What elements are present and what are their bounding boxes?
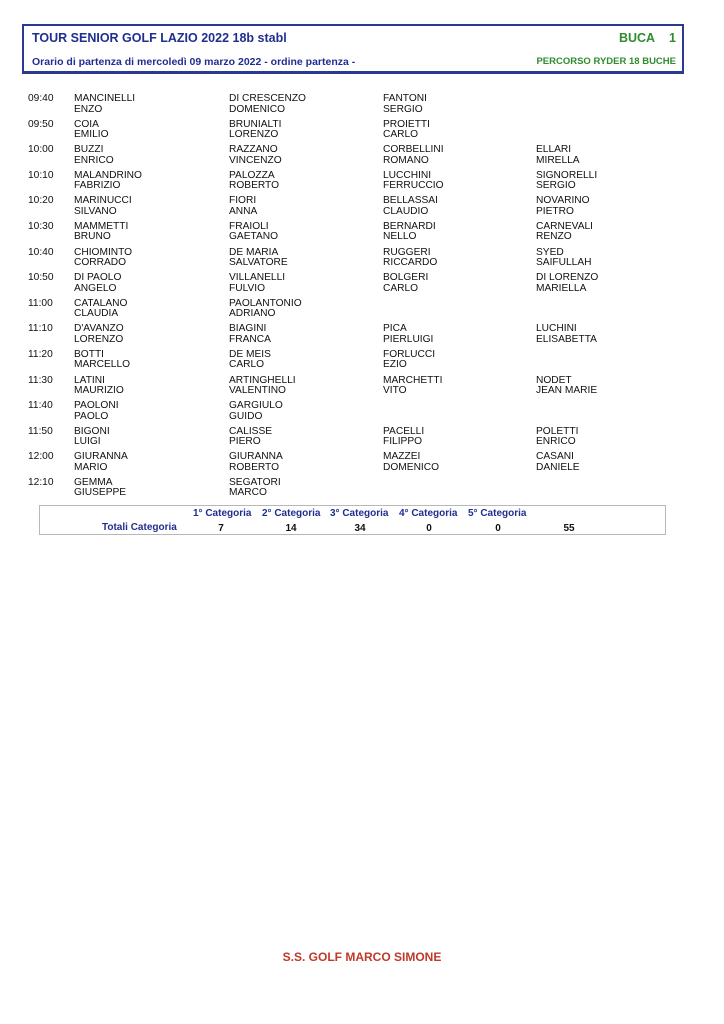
player bbox=[74, 478, 126, 499]
player bbox=[74, 273, 121, 294]
player-firstname: DOMENICO bbox=[229, 103, 286, 115]
player-firstname: LUIGI bbox=[74, 436, 101, 448]
player-firstname: CORRADO bbox=[74, 257, 127, 269]
player-surname: MAMMETTI bbox=[74, 220, 129, 232]
player-surname: PACELLI bbox=[383, 425, 425, 437]
player bbox=[383, 171, 444, 192]
player-surname: PAOLANTONIO bbox=[229, 297, 302, 309]
player bbox=[383, 196, 438, 217]
player bbox=[74, 427, 110, 448]
tee-time: 09:50 bbox=[28, 118, 54, 130]
tee-time: 10:40 bbox=[28, 246, 54, 258]
tee-time-row bbox=[28, 299, 688, 325]
player-firstname: PIETRO bbox=[536, 205, 574, 217]
tee-time-row bbox=[28, 94, 688, 120]
player-surname: FORLUCCI bbox=[383, 348, 436, 360]
player-surname: D'AVANZO bbox=[74, 323, 124, 335]
player bbox=[229, 248, 288, 269]
category-total: 34 bbox=[354, 523, 366, 534]
player-surname: FIORI bbox=[229, 195, 257, 207]
player-surname: CASANI bbox=[536, 451, 574, 463]
player-firstname: CARLO bbox=[383, 282, 419, 294]
player-surname: FRAIOLI bbox=[229, 220, 269, 232]
hole-indicator bbox=[619, 31, 676, 45]
player-surname: PICA bbox=[383, 323, 407, 335]
player-surname: BELLASSAI bbox=[383, 195, 438, 207]
player bbox=[74, 94, 135, 115]
player bbox=[74, 248, 132, 269]
category-totals bbox=[39, 505, 666, 535]
player-firstname: JEAN MARIE bbox=[536, 385, 598, 397]
tee-time: 11:40 bbox=[28, 400, 53, 412]
category-header: 1° Categoria bbox=[193, 508, 252, 519]
player-surname: GIURANNA bbox=[229, 451, 283, 463]
player-firstname: SAIFULLAH bbox=[536, 257, 592, 269]
category-header: 5° Categoria bbox=[468, 508, 527, 519]
totals-label: Totali Categoria bbox=[102, 522, 177, 533]
hole-number: 1 bbox=[669, 31, 676, 45]
player-surname: SIGNORELLI bbox=[536, 169, 598, 181]
player-firstname: FILIPPO bbox=[383, 436, 423, 448]
player-firstname: DANIELE bbox=[536, 461, 580, 473]
player-firstname: DOMENICO bbox=[383, 461, 440, 473]
tee-time: 10:30 bbox=[28, 220, 54, 232]
player bbox=[229, 376, 296, 397]
tee-time-row bbox=[28, 427, 688, 453]
player bbox=[383, 350, 435, 371]
player-firstname: ANGELO bbox=[74, 282, 117, 294]
player-surname: PAOLONI bbox=[74, 400, 119, 412]
player bbox=[74, 196, 132, 217]
tee-time-row bbox=[28, 273, 688, 299]
player-surname: ELLARI bbox=[536, 144, 572, 156]
tee-time-row bbox=[28, 401, 688, 427]
player-surname: CORBELLINI bbox=[383, 144, 444, 156]
player-firstname: FULVIO bbox=[229, 282, 266, 294]
player bbox=[229, 324, 271, 345]
player bbox=[536, 196, 590, 217]
category-header: 4° Categoria bbox=[399, 508, 458, 519]
club-footer: S.S. GOLF MARCO SIMONE bbox=[282, 950, 442, 964]
player-firstname: ADRIANO bbox=[229, 308, 276, 320]
player-surname: DI LORENZO bbox=[536, 272, 599, 284]
player-surname: PROIETTI bbox=[383, 118, 430, 130]
player bbox=[229, 478, 281, 499]
player bbox=[383, 273, 428, 294]
player bbox=[536, 248, 591, 269]
player-firstname: MARCO bbox=[229, 487, 267, 499]
player bbox=[229, 94, 306, 115]
player-firstname: ANNA bbox=[229, 205, 258, 217]
grand-total: 55 bbox=[563, 523, 575, 534]
player-surname: DI CRESCENZO bbox=[229, 93, 306, 104]
player bbox=[229, 273, 285, 294]
player bbox=[536, 427, 578, 448]
player-firstname: EZIO bbox=[383, 359, 407, 371]
player-surname: VILLANELLI bbox=[229, 272, 286, 284]
player-firstname: GAETANO bbox=[229, 231, 279, 243]
tee-time-row bbox=[28, 222, 688, 248]
player-surname: BIAGINI bbox=[229, 323, 267, 335]
player-firstname: CLAUDIA bbox=[74, 308, 119, 320]
hole-label: BUCA bbox=[618, 31, 656, 45]
player-firstname: FERRUCCIO bbox=[383, 180, 444, 192]
player-firstname: SILVANO bbox=[74, 205, 117, 217]
tee-time-row bbox=[28, 452, 688, 478]
player-firstname: ROBERTO bbox=[229, 180, 280, 192]
player bbox=[229, 196, 257, 217]
player-surname: BOLGERI bbox=[383, 272, 429, 284]
player-surname: LUCCHINI bbox=[383, 169, 432, 181]
player-firstname: ENZO bbox=[74, 103, 103, 115]
player-surname: LATINI bbox=[74, 374, 105, 386]
player bbox=[74, 145, 114, 166]
player bbox=[383, 324, 433, 345]
player-surname: BOTTI bbox=[74, 348, 104, 360]
tee-time-row bbox=[28, 324, 688, 350]
player-firstname: LORENZO bbox=[74, 333, 124, 345]
player-firstname: PIERO bbox=[229, 436, 261, 448]
tournament-title: TOUR SENIOR GOLF LAZIO 2022 18b stabl bbox=[32, 31, 287, 45]
player bbox=[536, 324, 597, 345]
player-surname: NODET bbox=[536, 374, 572, 386]
player bbox=[74, 401, 119, 422]
tee-time: 11:20 bbox=[28, 348, 53, 360]
tee-time: 11:10 bbox=[28, 323, 53, 335]
player bbox=[74, 299, 127, 320]
player bbox=[74, 222, 128, 243]
tee-time: 10:00 bbox=[28, 144, 54, 156]
player-surname: MARINUCCI bbox=[74, 195, 132, 207]
player-firstname: CLAUDIO bbox=[383, 205, 429, 217]
player bbox=[383, 120, 430, 141]
category-total: 0 bbox=[426, 523, 432, 534]
player bbox=[383, 222, 436, 243]
category-total: 7 bbox=[218, 523, 224, 534]
player bbox=[536, 376, 597, 397]
player-firstname: BRUNO bbox=[74, 231, 111, 243]
player-surname: SEGATORI bbox=[229, 476, 281, 488]
player-surname: DI PAOLO bbox=[74, 272, 122, 284]
player-surname: BRUNIALTI bbox=[229, 118, 282, 130]
category-total: 14 bbox=[285, 523, 297, 534]
tee-time: 11:50 bbox=[28, 425, 53, 437]
player-surname: CALISSE bbox=[229, 425, 273, 437]
player-firstname: EMILIO bbox=[74, 129, 109, 141]
player-firstname: RENZO bbox=[536, 231, 572, 243]
player bbox=[74, 452, 128, 473]
tee-time: 12:10 bbox=[28, 476, 54, 488]
player-firstname: CARLO bbox=[383, 129, 419, 141]
player bbox=[74, 324, 124, 345]
player-firstname: NELLO bbox=[383, 231, 417, 243]
tee-time: 10:50 bbox=[28, 272, 54, 284]
tee-time-row bbox=[28, 350, 688, 376]
player-firstname: VITO bbox=[383, 385, 407, 397]
player bbox=[229, 171, 279, 192]
player-surname: RAZZANO bbox=[229, 144, 278, 156]
player-firstname: CARLO bbox=[229, 359, 265, 371]
tee-time: 11:30 bbox=[28, 374, 53, 386]
player bbox=[229, 427, 272, 448]
player-firstname: GIUSEPPE bbox=[74, 487, 127, 499]
player-firstname: ELISABETTA bbox=[536, 333, 597, 345]
player-firstname: GUIDO bbox=[229, 410, 263, 422]
player-surname: PALOZZA bbox=[229, 169, 275, 181]
player-firstname: MARCELLO bbox=[74, 359, 131, 371]
player-firstname: FABRIZIO bbox=[74, 180, 121, 192]
player-firstname: PIERLUIGI bbox=[383, 333, 434, 345]
tee-time: 10:20 bbox=[28, 195, 54, 207]
player-firstname: ENRICO bbox=[536, 436, 576, 448]
player bbox=[229, 452, 283, 473]
player-surname: DE MARIA bbox=[229, 246, 279, 258]
category-total: 0 bbox=[495, 523, 501, 534]
tee-time: 10:10 bbox=[28, 169, 54, 181]
player-firstname: MIRELLA bbox=[536, 154, 580, 166]
player-firstname: PAOLO bbox=[74, 410, 109, 422]
player-firstname: ENRICO bbox=[74, 154, 114, 166]
player-firstname: ROMANO bbox=[383, 154, 429, 166]
player-firstname: ROBERTO bbox=[229, 461, 280, 473]
player-surname: POLETTI bbox=[536, 425, 579, 437]
player bbox=[383, 452, 439, 473]
category-header: 2° Categoria bbox=[262, 508, 321, 519]
player-surname: CARNEVALI bbox=[536, 220, 593, 232]
player-surname: NOVARINO bbox=[536, 195, 590, 207]
player-surname: RUGGERI bbox=[383, 246, 431, 258]
player-surname: BIGONI bbox=[74, 425, 110, 437]
player-firstname: MARIELLA bbox=[536, 282, 587, 294]
player-surname: BERNARDI bbox=[383, 220, 436, 232]
player-surname: MANCINELLI bbox=[74, 93, 136, 104]
player bbox=[536, 222, 593, 243]
player-surname: CATALANO bbox=[74, 297, 128, 309]
player bbox=[383, 94, 427, 115]
tee-time: 09:40 bbox=[28, 93, 54, 104]
player-firstname: SERGIO bbox=[536, 180, 576, 192]
player-firstname: SERGIO bbox=[383, 103, 423, 115]
tee-time-row bbox=[28, 171, 688, 197]
tee-time-row bbox=[28, 478, 688, 504]
tee-time-row bbox=[28, 196, 688, 222]
category-header: 3° Categoria bbox=[330, 508, 389, 519]
player bbox=[74, 376, 124, 397]
tee-time-row bbox=[28, 145, 688, 171]
player bbox=[229, 350, 271, 371]
player-firstname: MAURIZIO bbox=[74, 385, 124, 397]
player bbox=[74, 120, 109, 141]
player-firstname: MARIO bbox=[74, 461, 108, 473]
player bbox=[229, 145, 282, 166]
tee-time-row bbox=[28, 120, 688, 146]
player-surname: CHIOMINTO bbox=[74, 246, 133, 258]
player-surname: GIURANNA bbox=[74, 451, 128, 463]
player bbox=[383, 376, 442, 397]
player bbox=[536, 171, 597, 192]
tee-time: 11:00 bbox=[28, 297, 53, 309]
player bbox=[229, 120, 281, 141]
player bbox=[383, 248, 437, 269]
tee-time: 12:00 bbox=[28, 451, 54, 463]
player-firstname: FRANCA bbox=[229, 333, 271, 345]
player-surname: GARGIULO bbox=[229, 400, 283, 412]
player-surname: COIA bbox=[74, 118, 99, 130]
tee-time-list bbox=[28, 94, 688, 504]
player bbox=[383, 427, 424, 448]
player bbox=[229, 299, 302, 320]
tee-time-row bbox=[28, 248, 688, 274]
player bbox=[536, 145, 580, 166]
player-surname: BUZZI bbox=[74, 144, 104, 156]
tee-time-row bbox=[28, 376, 688, 402]
player-surname: MALANDRINO bbox=[74, 169, 142, 181]
player-surname: GEMMA bbox=[74, 476, 113, 488]
player bbox=[229, 222, 278, 243]
player bbox=[229, 401, 283, 422]
player-surname: LUCHINI bbox=[536, 323, 577, 335]
player bbox=[74, 171, 142, 192]
player-surname: MARCHETTI bbox=[383, 374, 443, 386]
player bbox=[536, 273, 598, 294]
schedule-subtitle: Orario di partenza di mercoledì 09 marzo 2022 - ordine partenza - bbox=[32, 56, 356, 68]
player-firstname: VINCENZO bbox=[229, 154, 282, 166]
player-firstname: SALVATORE bbox=[229, 257, 288, 269]
player bbox=[536, 452, 580, 473]
player-firstname: RICCARDO bbox=[383, 257, 438, 269]
player-firstname: LORENZO bbox=[229, 129, 279, 141]
page-header bbox=[22, 24, 684, 74]
player bbox=[74, 350, 130, 371]
player-surname: FANTONI bbox=[383, 93, 427, 104]
course-name: PERCORSO RYDER 18 BUCHE bbox=[536, 56, 676, 67]
player bbox=[383, 145, 444, 166]
player-surname: DE MEIS bbox=[229, 348, 271, 360]
player-surname: ARTINGHELLI bbox=[229, 374, 296, 386]
player-surname: MAZZEI bbox=[383, 451, 421, 463]
player-firstname: VALENTINO bbox=[229, 385, 286, 397]
player-surname: SYED bbox=[536, 246, 564, 258]
